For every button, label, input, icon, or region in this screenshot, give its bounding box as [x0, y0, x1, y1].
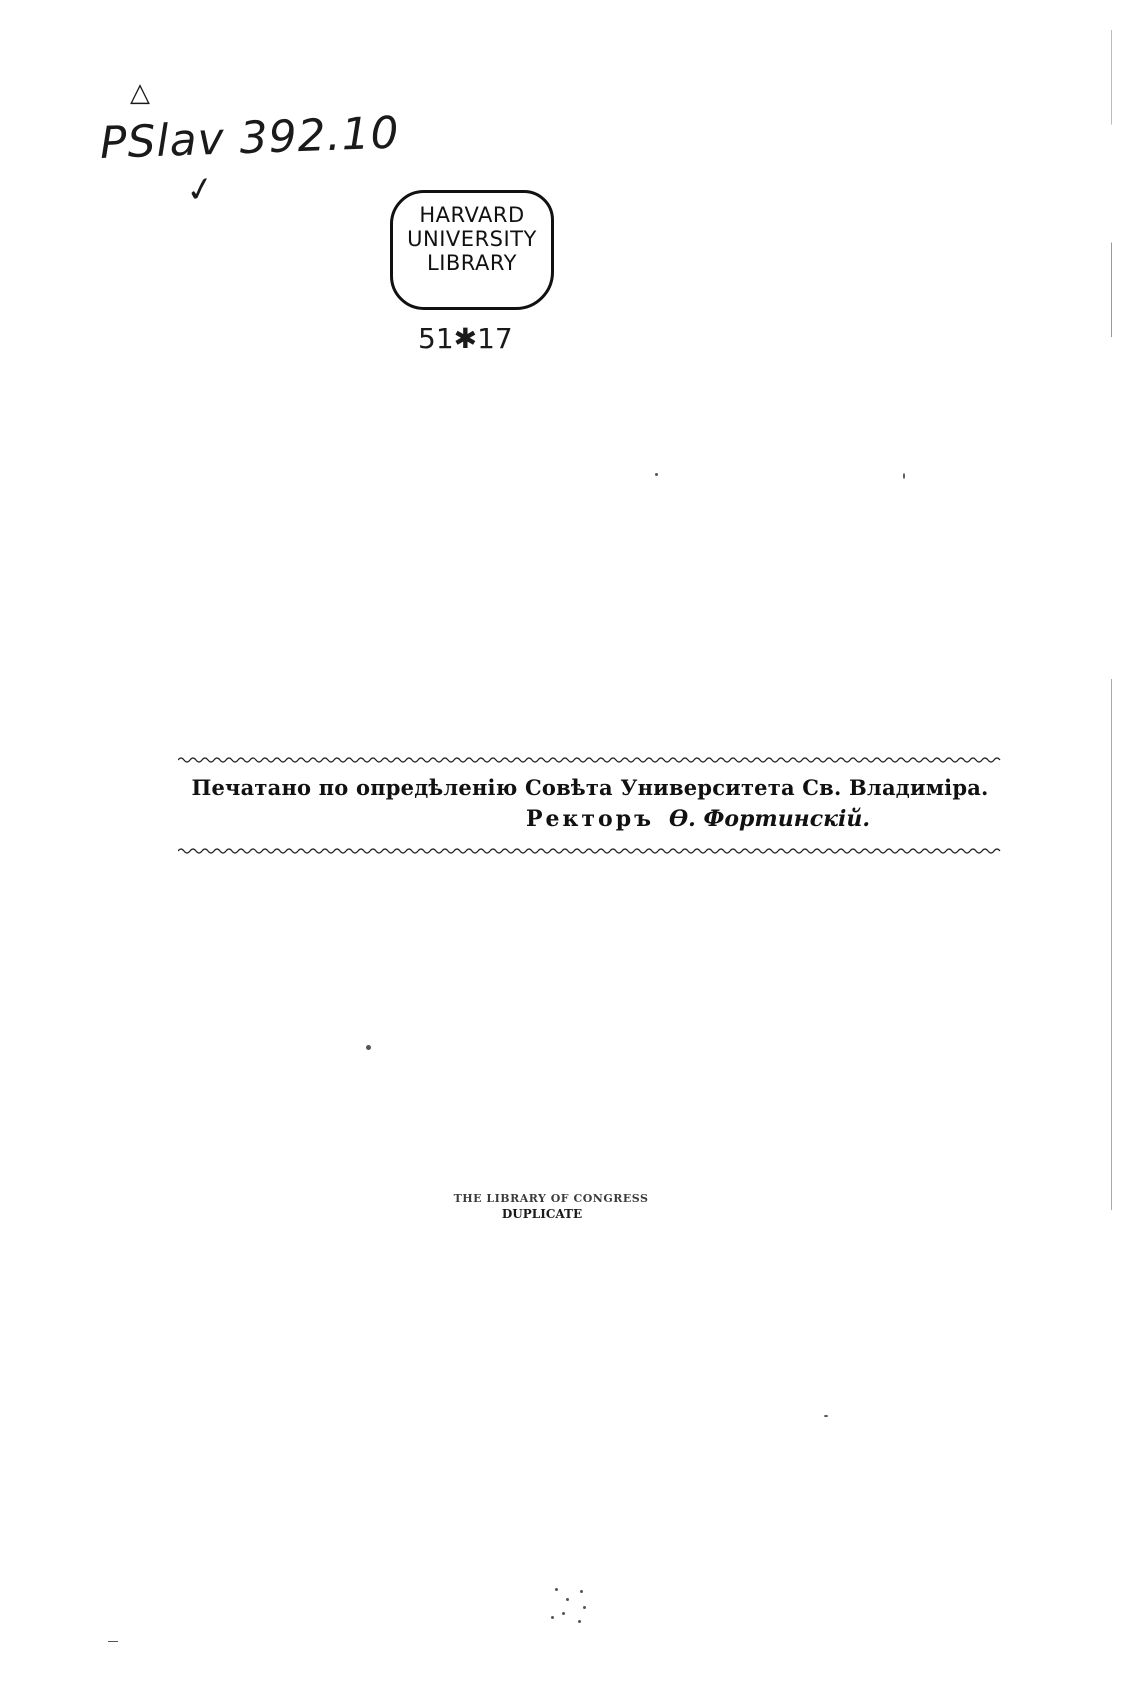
scan-speck	[562, 1612, 565, 1615]
rector-name: Ѳ. Фортинскій.	[669, 806, 871, 832]
imprint-statement: Печатано по опредѣленію Совѣта Университета Св. Владиміра.	[191, 775, 989, 800]
stamp-line-harvard: HARVARD	[419, 203, 525, 227]
scan-speck	[580, 1590, 583, 1593]
scan-speck	[566, 1598, 569, 1601]
imprint-block	[178, 755, 1002, 856]
loc-stamp-line-library: THE LIBRARY OF CONGRESS	[453, 1192, 649, 1205]
scan-speck	[903, 473, 905, 479]
rector-signature-line	[526, 806, 1002, 832]
wavy-rule-bottom	[178, 846, 1002, 856]
harvard-library-stamp	[390, 190, 554, 310]
loc-stamp-line-duplicate: DUPLICATE	[501, 1207, 583, 1221]
rector-label: Ректоръ	[526, 806, 654, 832]
scan-speck	[366, 1045, 371, 1050]
handwritten-call-number: PSlav 392.10	[99, 107, 401, 169]
scan-speck	[108, 1641, 118, 1642]
handwritten-accession-number: 51✱17	[418, 322, 513, 355]
page-edge	[1111, 30, 1112, 1210]
wavy-rule-top	[178, 755, 1002, 765]
scan-speck	[655, 473, 658, 476]
library-of-congress-duplicate-stamp	[436, 1192, 666, 1221]
scan-speck	[578, 1620, 581, 1623]
scan-speck	[555, 1588, 558, 1591]
handwritten-delta-mark: △	[130, 78, 150, 108]
stamp-line-university: UNIVERSITY	[407, 227, 537, 251]
scan-speck	[583, 1606, 586, 1609]
scan-speck	[551, 1616, 554, 1619]
handwritten-check-icon: ✓	[182, 167, 218, 213]
scan-speck	[824, 1415, 828, 1417]
stamp-line-library: LIBRARY	[427, 251, 517, 275]
